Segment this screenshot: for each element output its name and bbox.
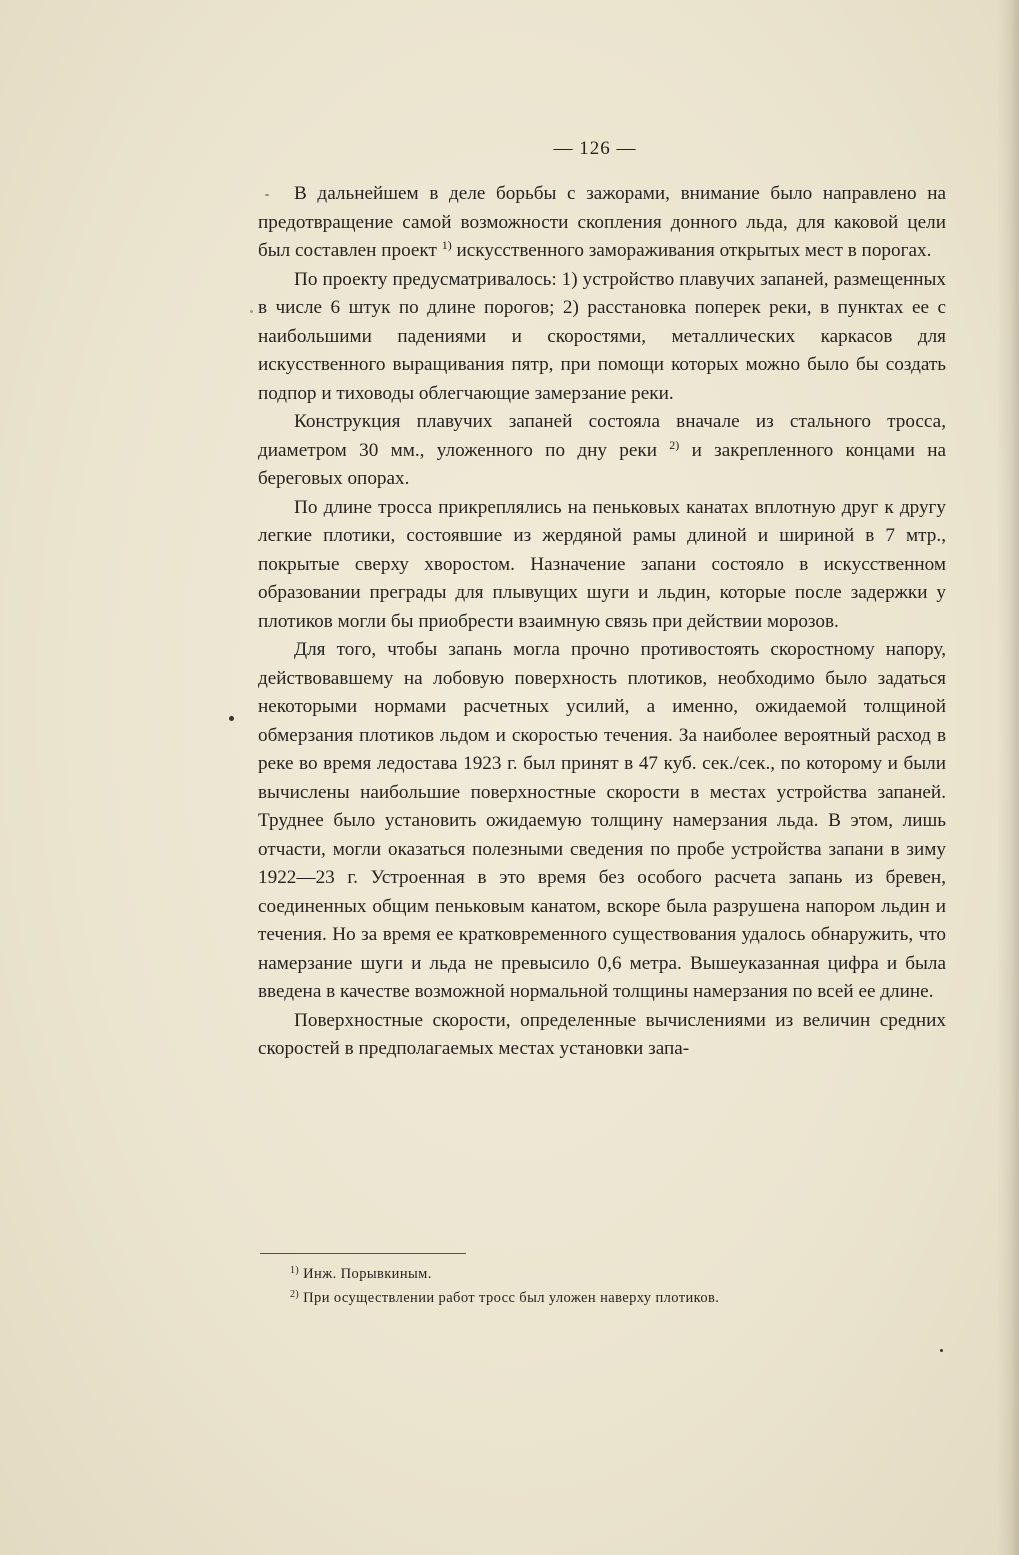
body-text: [258, 180, 946, 1064]
footnote-divider: [260, 1253, 466, 1254]
paragraph-5: Для того, чтобы запань могла прочно противостоять скоростному напору, действовавшему на лобовую поверхность плотиков, необходимо было задаться некоторыми нормами расчетных усилий, а именно, ожидаемой толщиной обмерзания плотиков льдом и скоростью течения. За наиболее вероятный расход в реке во время ледостава 1923 г. был принят в 47 куб. сек./сек., по которому и были вычислены наибольшие поверхностные скорости в местах устройства запаней. Труднее было установить ожидаемую толщину намерзания льда. В этом, лишь отчасти, могли оказаться полезными сведения по пробе устройства запани в зиму 1922—23 г. Устроенная в это время без особого расчета запань из бревен, соединенных общим пеньковым канатом, вскоре была разрушена напором льдин и течения. Но за время ее кратковременного существования удалось обнаружить, что намерзание шуги и льда не превысило 0,6 метра. Вышеуказанная цифра и была введена в качестве возможной нормальной толщины намерзания по всей ее длине.: [258, 639, 946, 1002]
footnote-ref-1[interactable]: 1): [441, 238, 452, 252]
paragraph-3: [258, 408, 946, 494]
footnote-1-text: Инж. Порывкиным.: [303, 1266, 432, 1282]
footnote-2-text: При осуществлении работ тросс был уложен наверху плотиков.: [303, 1290, 720, 1306]
footnote-ref-2[interactable]: 2): [669, 437, 680, 452]
footnotes: [290, 1262, 950, 1310]
paragraph-3-tail: и закрепленного концами на береговых опорах.: [258, 439, 946, 489]
paragraph-3-text: Конструкция плавучих запаней состояла вначале из стального тросса, диаметром 30 мм., уложенного по дну реки: [258, 411, 946, 461]
footnote-1-marker: 1): [290, 1265, 300, 1276]
paragraph-2: По проекту предусматривалось: 1) устройство плавучих запаней, размещенных в числе 6 штук по длине порогов; 2) расстановка поперек реки, в пунктах ее с наибольшими падениями и скоростями, металлических каркасов для искусственного выращивания пятр, при помощи которых можно было бы создать подпор и тиховоды облегчающие замерзание реки.: [258, 268, 946, 404]
ink-speck: [265, 194, 269, 196]
ink-speck: [229, 716, 234, 721]
ink-speck: [250, 310, 253, 313]
binding-shadow: [997, 0, 1019, 1555]
paragraph-4: По длине тросса прикреплялись на пеньковых канатах вплотную друг к другу легкие плотики, состоявшие из жердяной рамы длиной и шириной в 7 мтр., покрытые сверху хворостом. Назначение запани состояло в искусственном образовании преграды для плывущих шуги и льдин, которые после задержки у плотиков могли бы приобрести взаимную связь при действии морозов.: [258, 496, 946, 632]
ink-speck: [940, 1349, 943, 1352]
footnote-1: [290, 1262, 950, 1286]
footnote-2: [290, 1286, 950, 1310]
paragraph-1-tail: искусственного замораживания открытых мест в порогах.: [456, 240, 932, 261]
footnote-2-marker: 2): [290, 1289, 300, 1300]
paragraph-1-text: В дальнейшем в деле борьбы с зажорами, внимание было направлено на предотвращение самой возможности скопления донного льда, для каковой цели был составлен проект: [258, 183, 946, 261]
paragraph-6: Поверхностные скорости, определенные вычислениями из величин средних скоростей в предполагаемых местах установки запа-: [258, 1009, 946, 1059]
page-number: — 126 —: [553, 138, 637, 159]
paragraph-1: [258, 180, 946, 266]
